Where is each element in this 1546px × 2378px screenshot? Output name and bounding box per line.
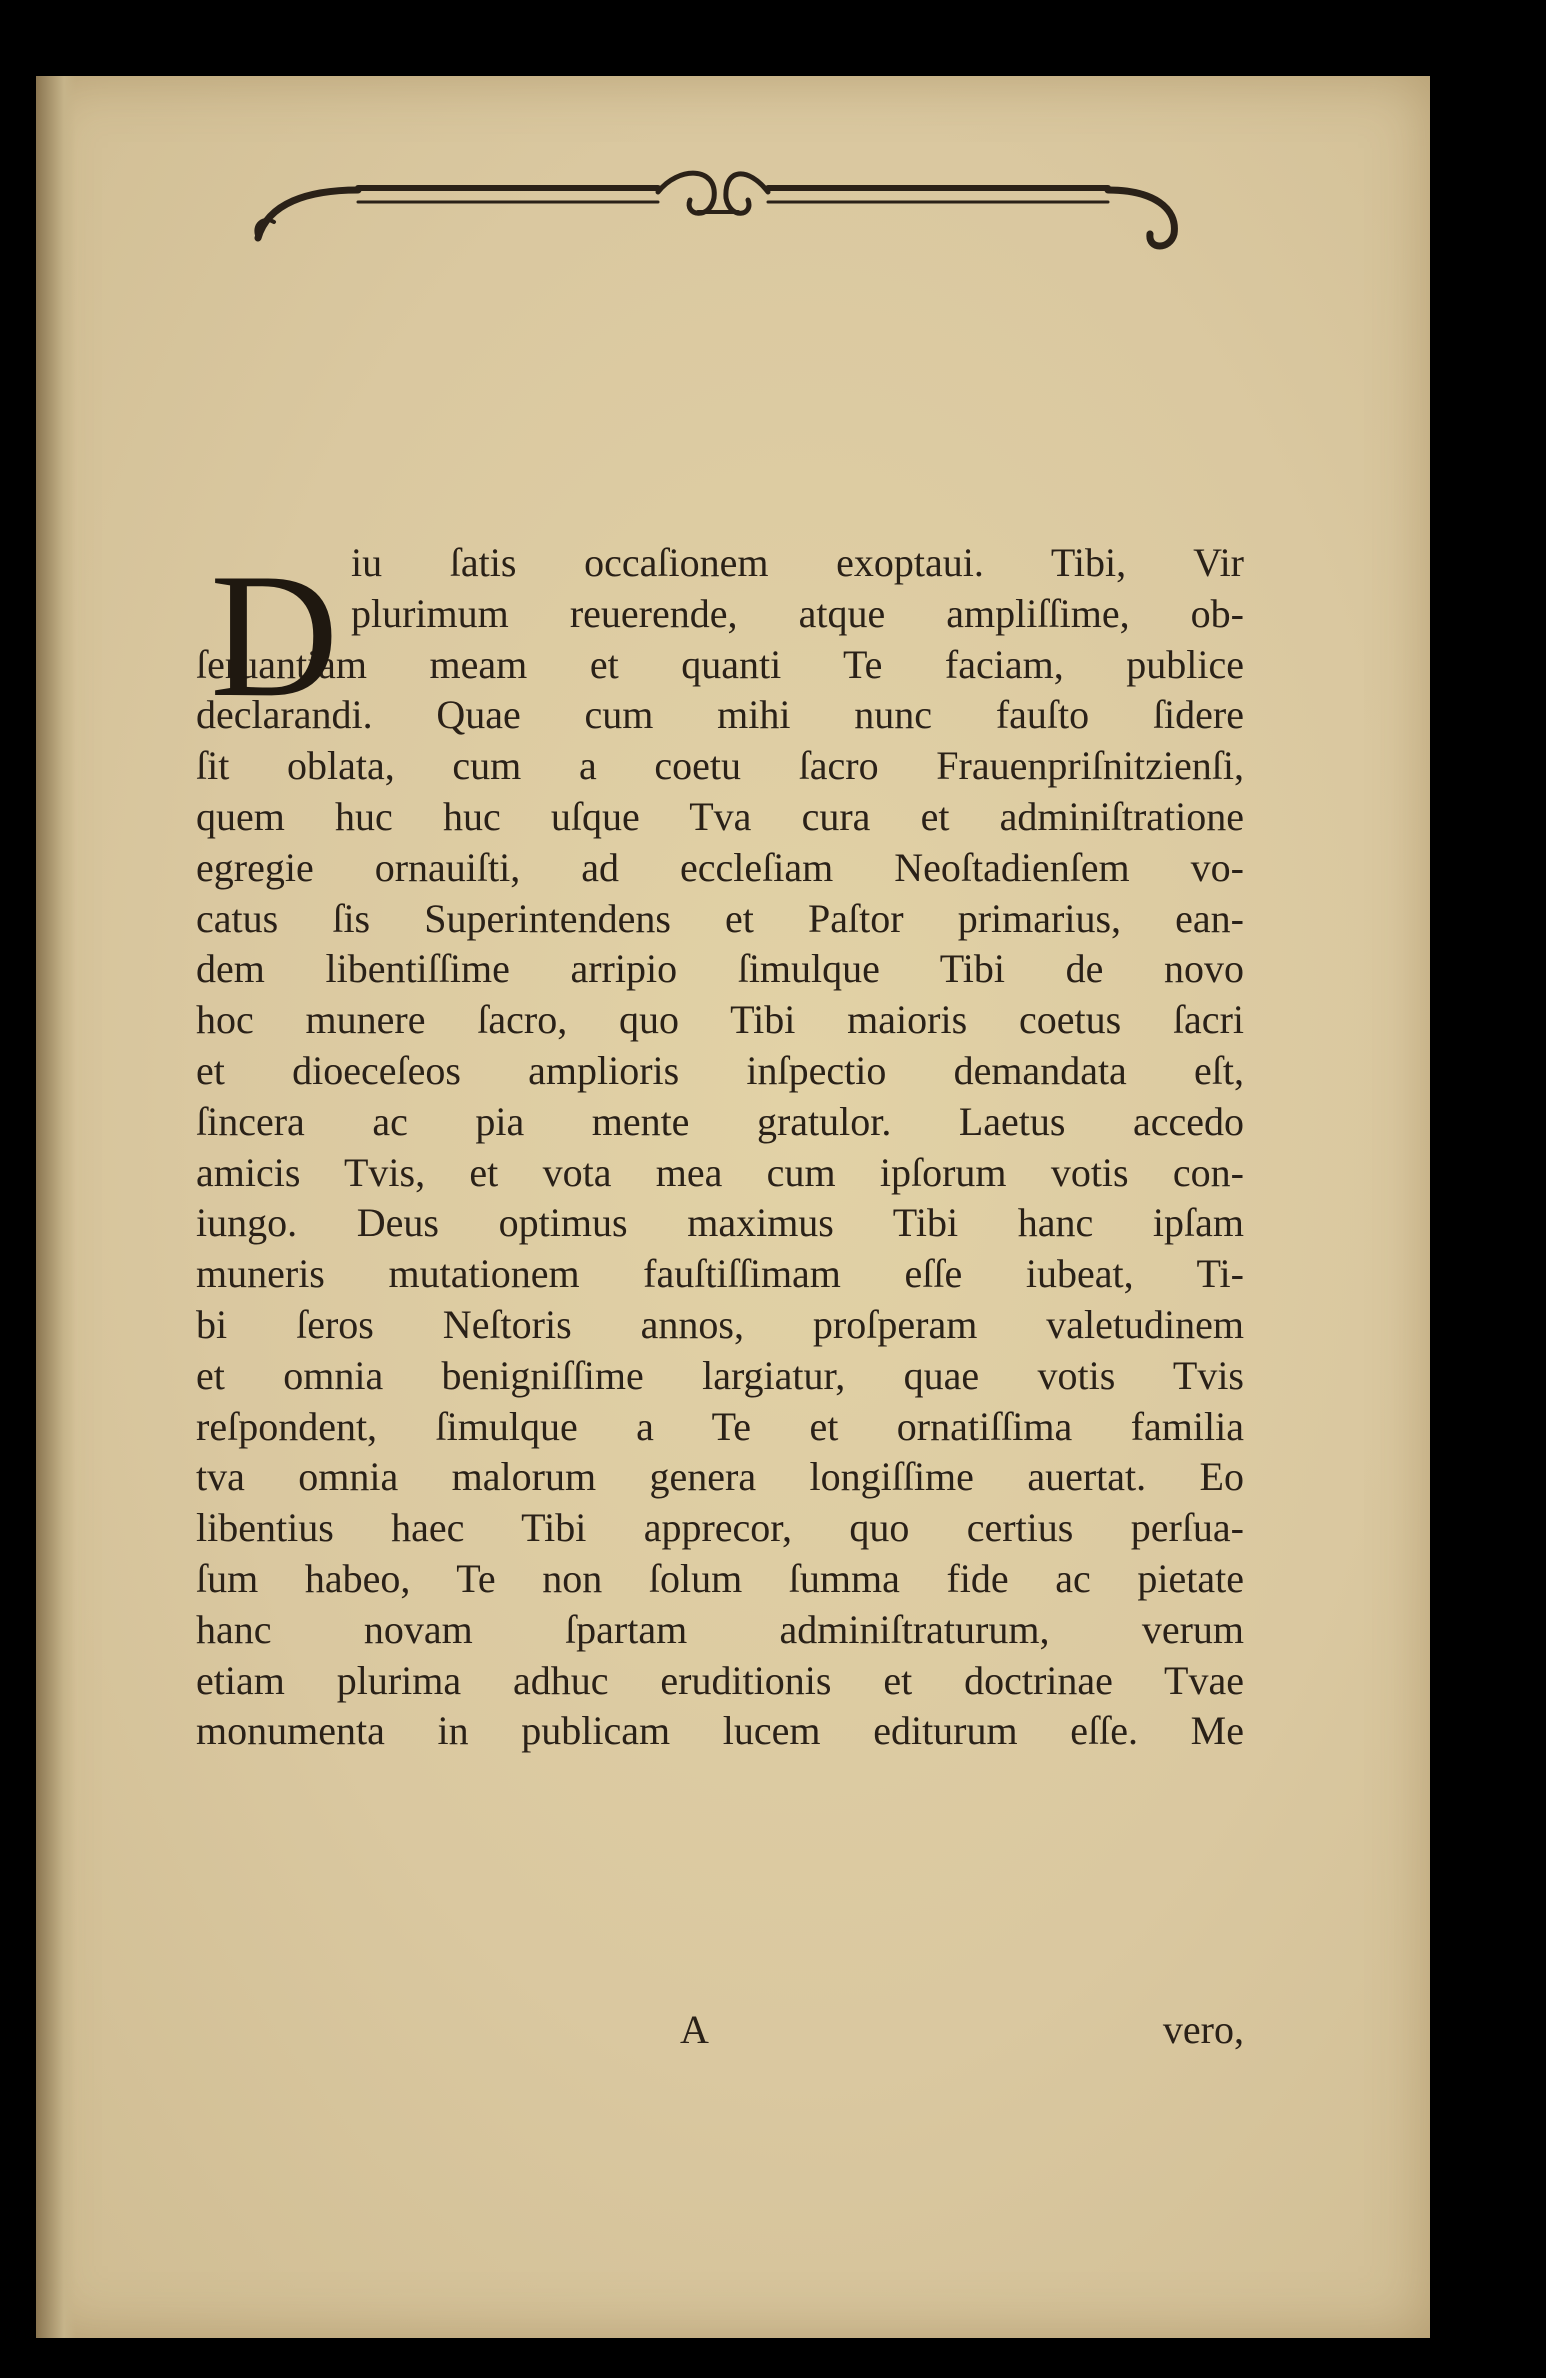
text-line: ſeruantiam meam et quanti Te faciam, publice	[196, 641, 1244, 687]
body-text	[196, 538, 1244, 1757]
catchword: vero,	[1162, 2007, 1244, 2052]
decorative-headpiece-icon	[248, 168, 1188, 258]
text-line: catus ſis Superintendens et Paſtor primarius, ean-	[196, 895, 1244, 941]
page-gutter	[36, 76, 76, 2338]
text-line: amicis Tvis, et vota mea cum ipſorum votis con-	[196, 1149, 1244, 1195]
text-line: iu ſatis occaſionem exoptaui. Tibi, Vir	[351, 540, 1244, 585]
drop-capital: D	[210, 536, 339, 734]
text-line: et dioeceſeos amplioris inſpectio demandata eſt,	[196, 1047, 1244, 1093]
text-line: hanc novam ſpartam adminiſtraturum, verum	[196, 1606, 1244, 1652]
text-line: et omnia benigniſſime largiatur, quae votis Tvis	[196, 1352, 1244, 1398]
text-line: egregie ornauiſti, ad eccleſiam Neoſtadienſem vo-	[196, 844, 1244, 890]
text-line: libentius haec Tibi apprecor, quo certius perſua-	[196, 1505, 1244, 1551]
text-line: monumenta in publicam lucem editurum eſſe. Me	[196, 1708, 1244, 1754]
text-line: ſum habeo, Te non ſolum ſumma fide ac pietate	[196, 1555, 1244, 1601]
text-line: declarandi. Quae cum mihi nunc fauſto ſidere	[196, 692, 1244, 738]
text-line: quem huc huc uſque Tva cura et adminiſtratione	[196, 793, 1244, 839]
text-line: ſincera ac pia mente gratulor. Laetus accedo	[196, 1098, 1244, 1144]
text-line: bi ſeros Neſtoris annos, proſperam valetudinem	[196, 1301, 1244, 1347]
text-line: ſit oblata, cum a coetu ſacro Frauenpriſnitzienſi,	[196, 743, 1244, 789]
text-line: plurimum reuerende, atque ampliſſime, ob-	[351, 590, 1244, 636]
page-footer	[196, 2006, 1244, 2066]
text-line: hoc munere ſacro, quo Tibi maioris coetus ſacri	[196, 997, 1244, 1043]
text-line: iungo. Deus optimus maximus Tibi hanc ipſam	[196, 1200, 1244, 1246]
signature-mark: A	[680, 2007, 709, 2052]
text-line: dem libentiſſime arripio ſimulque Tibi de novo	[196, 946, 1244, 992]
text-line: reſpondent, ſimulque a Te et ornatiſſima familia	[196, 1403, 1244, 1449]
text-line: etiam plurima adhuc eruditionis et doctrinae Tvae	[196, 1657, 1244, 1703]
text-line: muneris mutationem fauſtiſſimam eſſe iubeat, Ti-	[196, 1251, 1244, 1297]
text-line: tva omnia malorum genera longiſſime auertat. Eo	[196, 1454, 1244, 1500]
